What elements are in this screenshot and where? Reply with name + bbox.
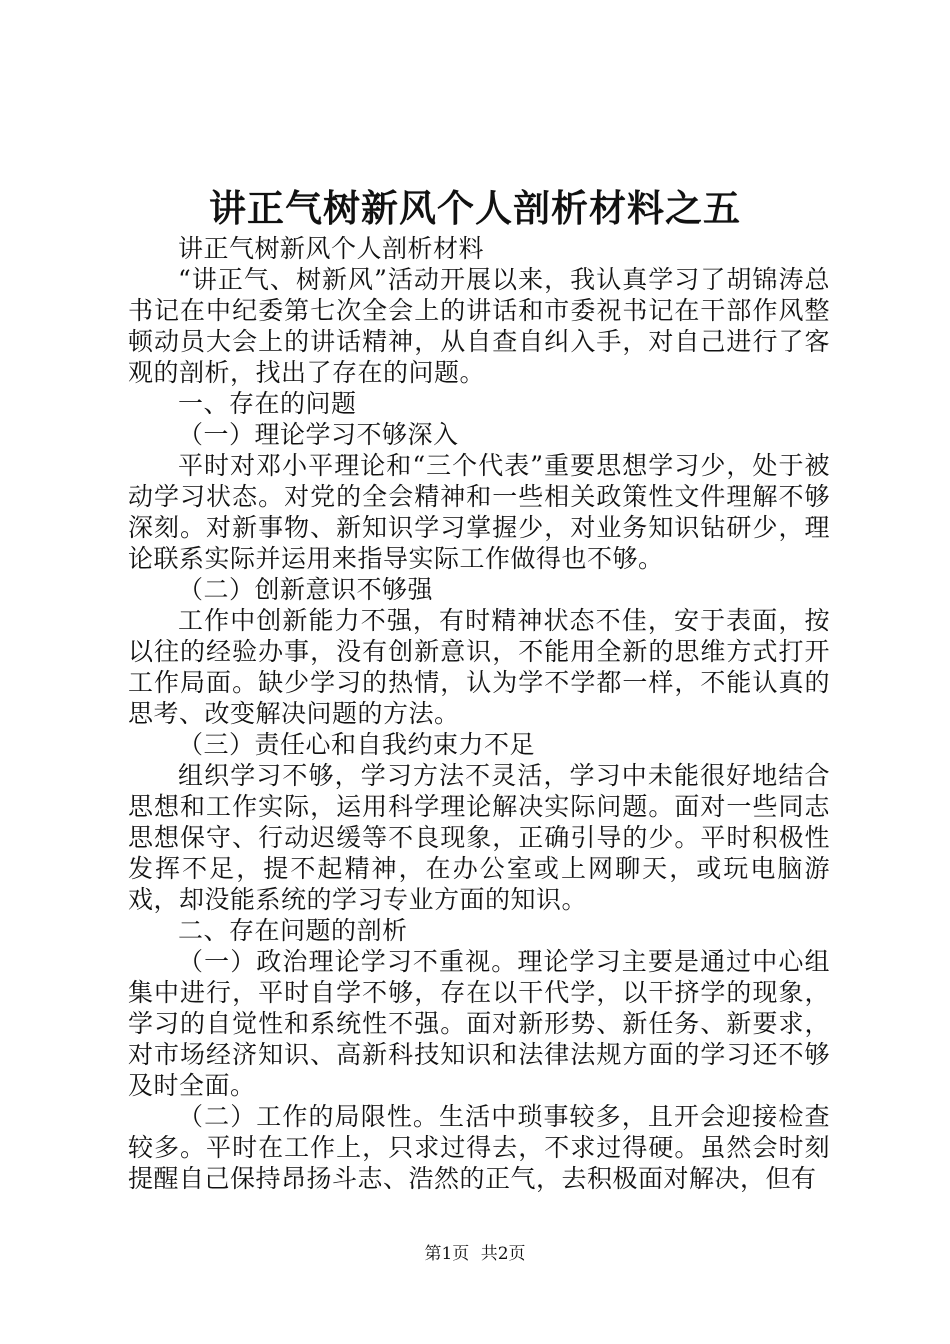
subheading-1-3: （三）责任心和自我约束力不足 <box>178 730 536 759</box>
subheading-1-2: （二）创新意识不够强 <box>178 575 434 604</box>
section-heading-2: 二、存在问题的剖析 <box>178 916 408 945</box>
paragraph-2-1: （一）政治理论学习不重视。理论学习主要是通过中心组集中进行，平时自学不够，存在以干代学，以干挤学的现象，学习的自觉性和系统性不强。面对新形势、新任务、新要求，对市场经济知识、高新科技知识和法律法规方面的学习还不够及时全面。 <box>128 947 830 1100</box>
document-body <box>128 233 830 1194</box>
paragraph-1-3: 组织学习不够，学习方法不灵活，学习中未能很好地结合思想和工作实际，运用科学理论解决实际问题。面对一些同志思想保守、行动迟缓等不良现象，正确引导的少。平时积极性发挥不足，提不起精神，在办公室或上网聊天，或玩电脑游戏，却没能系统的学习专业方面的知识。 <box>128 761 830 914</box>
subheading-1-1: （一）理论学习不够深入 <box>178 420 459 449</box>
paragraph-1-2: 工作中创新能力不强，有时精神状态不佳，安于表面，按以往的经验办事，没有创新意识，不能用全新的思维方式打开工作局面。缺少学习的热情，认为学不学都一样，不能认真的思考、改变解决问题的方法。 <box>128 606 830 728</box>
document-title: 讲正气树新风个人剖析材料之五 <box>209 186 741 230</box>
paragraph-intro: “讲正气、树新风”活动开展以来，我认真学习了胡锦涛总书记在中纪委第七次全会上的讲话和市委祝书记在干部作风整顿动员大会上的讲话精神，从自查自纠入手，对自己进行了客观的剖析，找出了存在的问题。 <box>128 265 830 387</box>
page-number: 第1页 <box>424 1244 470 1264</box>
paragraph-subtitle: 讲正气树新风个人剖析材料 <box>178 234 485 263</box>
paragraph-1-1: 平时对邓小平理论和“三个代表”重要思想学习少，处于被动学习状态。对党的全会精神和一些相关政策性文件理解不够深刻。对新事物、新知识学习掌握少，对业务知识钻研少，理论联系实际并运用来指导实际工作做得也不够。 <box>128 451 830 573</box>
paragraph-2-2: （二）工作的局限性。生活中琐事较多，且开会迎接检查较多。平时在工作上，只求过得去，不求过得硬。虽然会时刻提醒自己保持昂扬斗志、浩然的正气，去积极面对解决，但有 <box>128 1102 830 1193</box>
page-total: 共2页 <box>480 1244 526 1264</box>
section-heading-1: 一、存在的问题 <box>178 389 357 418</box>
page-footer <box>0 1242 950 1266</box>
